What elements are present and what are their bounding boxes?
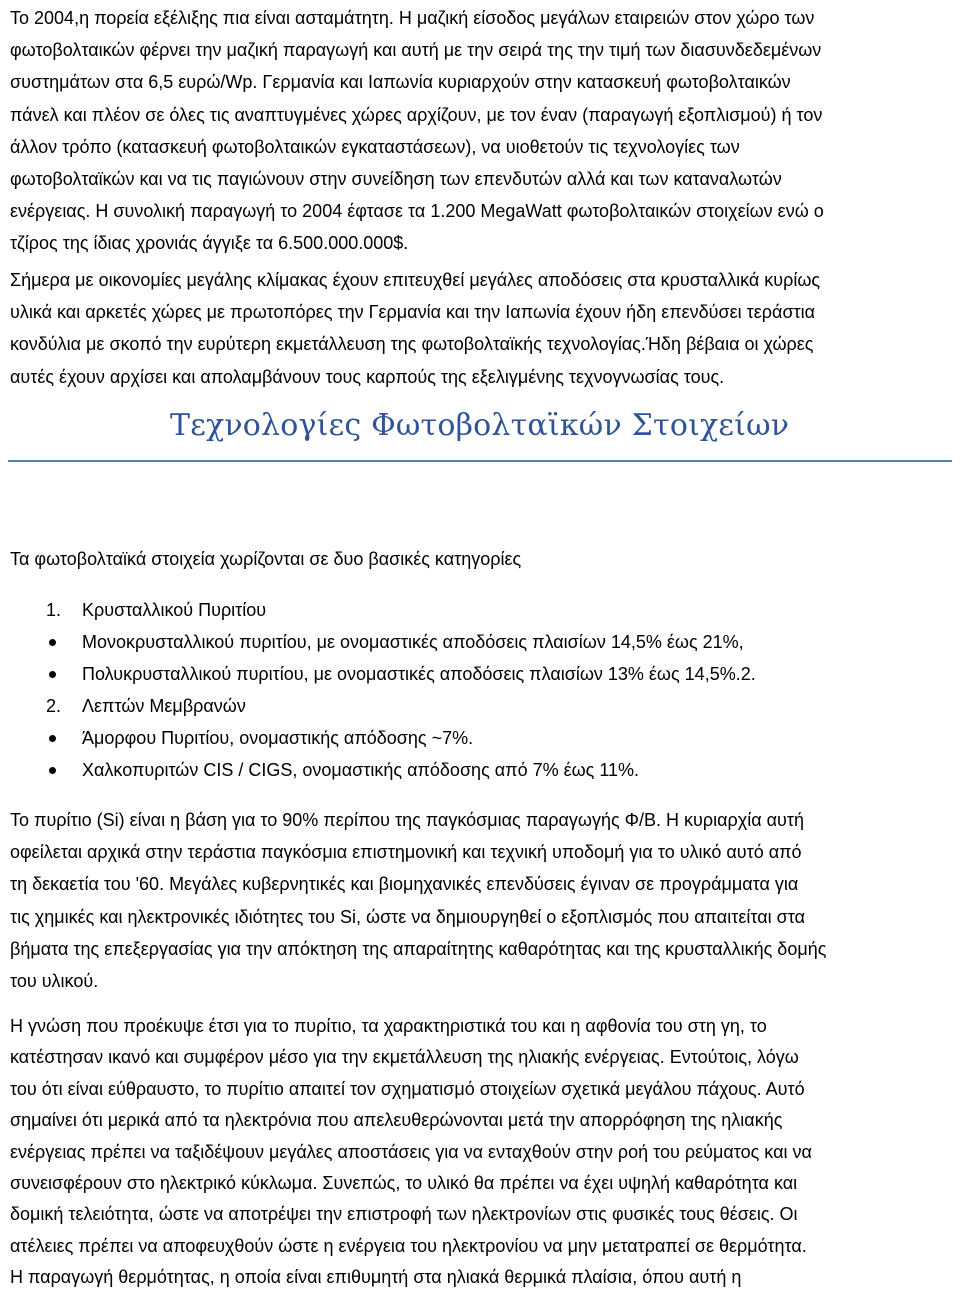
paragraph-line: ενέργειας. Η συνολική παραγωγή το 2004 έφτασε τα 1.200 MegaWatt φωτοβολταικών στοιχείων ενώ ο <box>10 201 824 222</box>
technology-list <box>10 594 950 786</box>
paragraph-line: ατέλειες πρέπει να αποφευχθούν ώστε η ενέργεια του ηλεκτρονίου να μην μετατραπεί σε θερμότητα. <box>10 1235 807 1256</box>
paragraph-line: τις χημικές και ηλεκτρονικές ιδιότητες του Si, ώστε να δημιουργηθεί ο εξοπλισμός που απαιτείται στα <box>10 906 805 927</box>
paragraph-line: οφείλεται αρχικά στην τεράστια παγκόσμια επιστημονική και τεχνική υποδομή για το υλικό αυτό από <box>10 842 802 863</box>
list-item <box>10 658 950 690</box>
bullet-icon <box>49 671 56 678</box>
paragraph-line: του υλικού. <box>10 971 99 992</box>
paragraph-line: τη δεκαετία του '60. Μεγάλες κυβερνητικές και βιομηχανικές επενδύσεις έγιναν σε προγράμματα για <box>10 874 799 895</box>
bullet-icon <box>49 639 56 646</box>
list-item <box>10 626 950 658</box>
paragraph-line: του ότι είναι εύθραυστο, το πυρίτιο απαιτεί τον σχηματισμό στοιχείων σχετικά μεγάλου πάχους. Αυτό <box>10 1078 805 1099</box>
heading-underline <box>8 460 952 462</box>
paragraph-line: Το 2004,η πορεία εξέλιξης πια είναι ασταμάτητη. Η μαζική είσοδος μεγάλων εταιρειών στον χώρο των <box>10 8 815 28</box>
list-item <box>10 754 950 786</box>
section-heading: Τεχνολογίες Φωτοβολταϊκών Στοιχείων <box>170 408 790 443</box>
paragraph-line: ενέργειας πρέπει να ταξιδέψουν μεγάλες αποστάσεις για να ενταχθούν στην ροή του ρεύματος και να <box>10 1141 812 1162</box>
list-intro: Τα φωτοβολταϊκά στοιχεία χωρίζονται σε δυο βασικές κατηγορίες <box>10 549 522 569</box>
paragraph-line: κονδύλια με σκοπό την ευρύτερη εκμετάλλευση της φωτοβολταϊκής τεχνολογίας.Ήδη βέβαια οι χώρες <box>10 334 814 355</box>
paragraph-line: τζίρος της ίδιας χρονιάς άγγιξε τα 6.500.000.000$. <box>10 233 409 254</box>
paragraph-line: Το πυρίτιο (Si) είναι η βάση για το 90% περίπου της παγκόσμιας παραγωγής Φ/Β. Η κυριαρχία αυτή <box>10 810 804 830</box>
list-item-text: Μονοκρυσταλλικού πυριτίου, με ονομαστικές αποδόσεις πλαισίων 14,5% έως 21%, <box>82 632 744 652</box>
paragraph-line: συστημάτων στα 6,5 ευρώ/Wp. Γερμανία και Ιαπωνία κυριαρχούν στην κατασκευή φωτοβολταικών <box>10 72 791 93</box>
list-item <box>10 690 950 722</box>
list-item-text: Πολυκρυσταλλικού πυριτίου, με ονομαστικές αποδόσεις πλαισίων 13% έως 14,5%.2. <box>82 664 756 684</box>
paragraph-line: Η γνώση που προέκυψε έτσι για το πυρίτιο, τα χαρακτηριστικά του και η αφθονία του στη γη, το <box>10 1016 767 1036</box>
paragraph-line: φωτοβολταικών φέρνει την μαζική παραγωγή και αυτή με την σειρά της την τιμή των διασυνδεδεμένων <box>10 40 822 61</box>
paragraph-line: αυτές έχουν αρχίσει και απολαμβάνουν τους καρπούς της εξελιγμένης τεχνογνωσίας τους. <box>10 366 725 387</box>
list-item-text: Χαλκοπυριτών CIS / CIGS, ονομαστικής απόδοσης από 7% έως 11%. <box>82 760 640 780</box>
list-item <box>10 722 950 754</box>
bullet-icon <box>49 735 56 742</box>
paragraph-line: βήματα της επεξεργασίας για την απόκτηση της απαραίτητης καθαρότητας και της κρυσταλλικής δομής <box>10 938 827 959</box>
paragraph-line: Η παραγωγή θερμότητας, η οποία είναι επιθυμητή στα ηλιακά θερμικά πλαίσια, όπου αυτή η <box>10 1267 742 1288</box>
paragraph-line: Σήμερα με οικονομίες μεγάλης κλίμακας έχουν επιτευχθεί μεγάλες αποδόσεις στα κρυσταλλικά κυρίως <box>10 270 821 290</box>
paragraph-line: υλικά και αρκετές χώρες με πρωτοπόρες την Γερμανία και την Ιαπωνία έχουν ήδη επενδύσει τεράστια <box>10 302 816 323</box>
list-number: 1. <box>46 600 62 620</box>
paragraph-line: φωτοβολταϊκών και να τις παγιώνουν στην συνείδηση των επενδυτών αλλά και των καταναλωτών <box>10 169 782 190</box>
list-item-text: Άμορφου Πυριτίου, ονομαστικής απόδοσης ~7%. <box>82 728 474 748</box>
paragraph-silicon-knowledge <box>10 1011 950 1294</box>
paragraph-history-2004 <box>10 2 950 260</box>
list-number: 2. <box>46 696 62 716</box>
list-item-text: Λεπτών Μεμβρανών <box>82 696 246 716</box>
paragraph-line: κατέστησαν ικανό και συμφέρον μέσο για την εκμετάλλευση της ηλιακής ενέργειας. Εντούτοις, λόγω <box>10 1047 799 1068</box>
list-item-text: Κρυσταλλικού Πυριτίου <box>82 600 267 620</box>
paragraph-silicon-basis <box>10 804 950 997</box>
bullet-icon <box>49 767 56 774</box>
paragraph-line: σημαίνει ότι μερικά από τα ηλεκτρόνια που απελευθερώνονται μετά την απορρόφηση της ηλιακής <box>10 1110 783 1131</box>
paragraph-today <box>10 264 950 393</box>
list-item <box>10 594 950 626</box>
paragraph-line: άλλον τρόπο (κατασκευή φωτοβολταικών εγκαταστάσεων), να υιοθετούν τις τεχνολογίες των <box>10 136 740 157</box>
paragraph-line: δομική τελειότητα, ώστε να αποτρέψει την επιστροφή των ηλεκτρονίων στις φυσικές τους θέσεις. Οι <box>10 1204 798 1225</box>
paragraph-line: πάνελ και πλέον σε όλες τις αναπτυγμένες χώρες αρχίζουν, με τον έναν (παραγωγή εξοπλισμού) ή τον <box>10 104 823 125</box>
paragraph-line: συνεισφέρουν στο ηλεκτρικό κύκλωμα. Συνεπώς, το υλικό θα πρέπει να έχει υψηλή καθαρότητα και <box>10 1173 798 1194</box>
